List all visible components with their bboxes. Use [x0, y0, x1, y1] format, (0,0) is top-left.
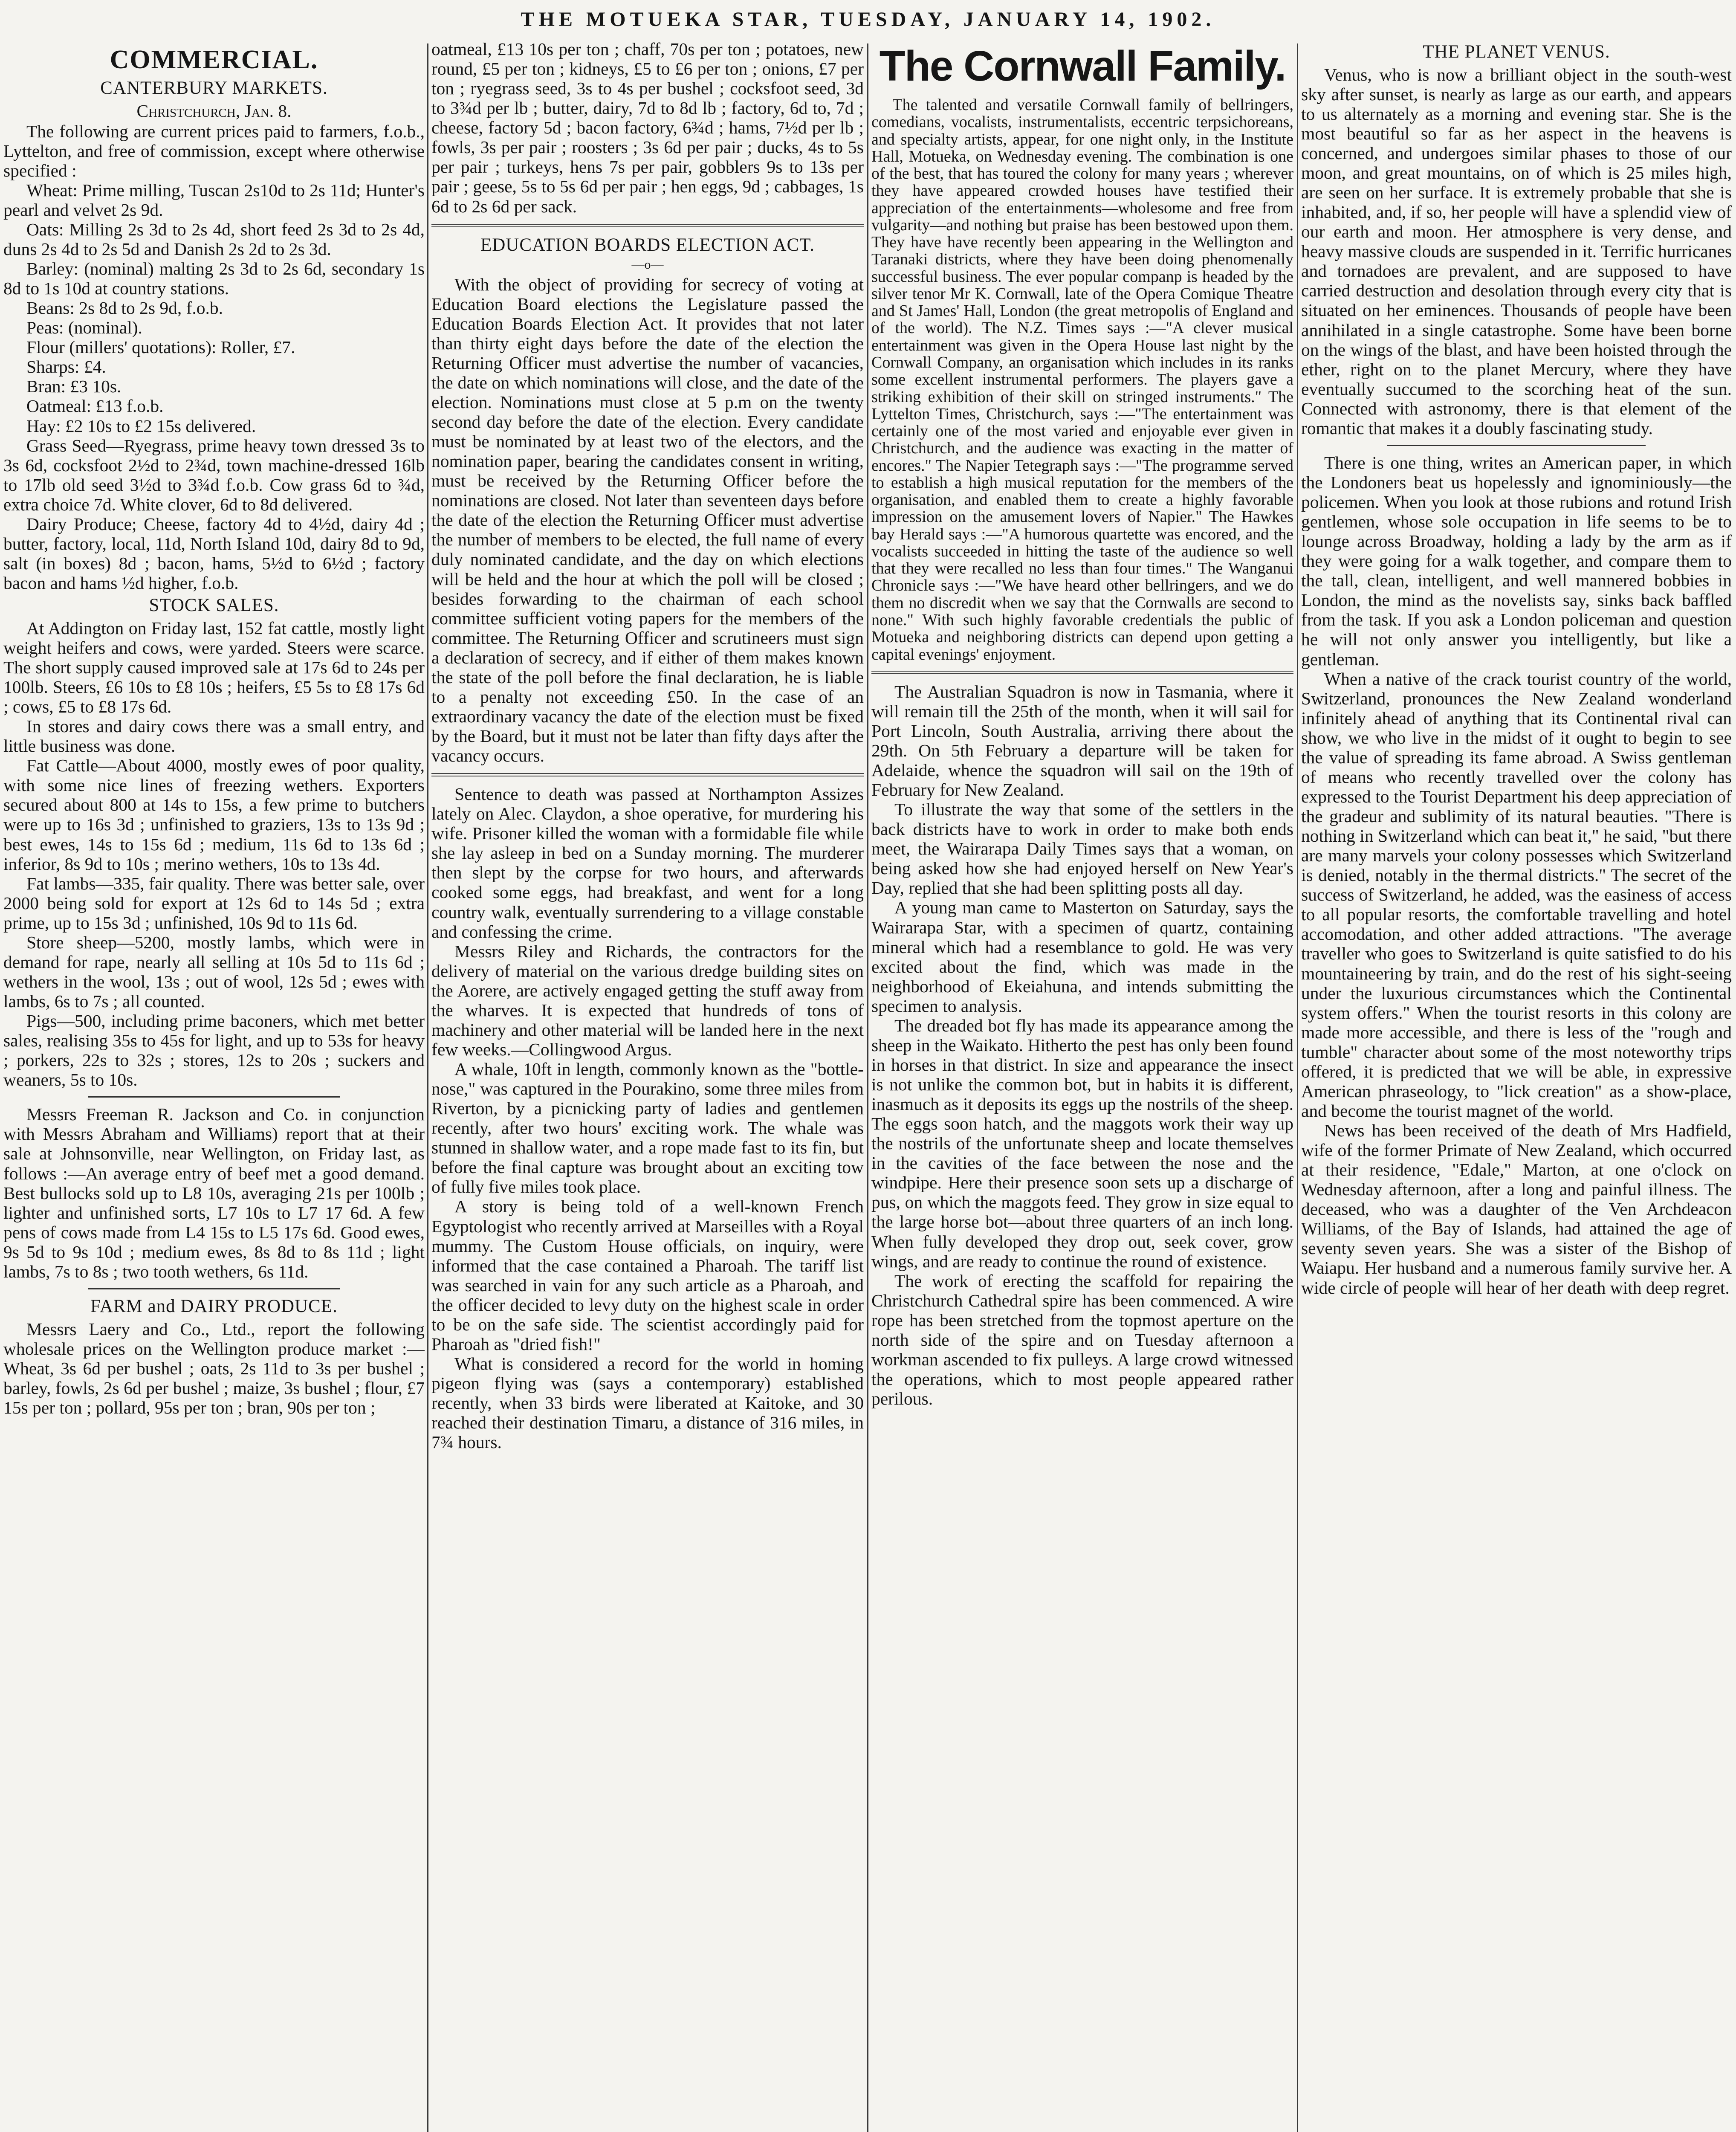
- column-two: [431, 39, 864, 2132]
- divider: [431, 224, 864, 227]
- paragraph: Grass Seed—Ryegrass, prime heavy town dressed 3s to 3s 6d, cocksfoot 2½d to 2¾d, town machine-dressed 16lb to 17lb old seed 3½d to 3¾d f.o.b. Cow grass 6d to ¾d, extra choice 7d. White clover, 6d to 8d delivered.: [3, 435, 425, 514]
- masthead: THE MOTUEKA STAR, TUESDAY, JANUARY 14, 1902.: [521, 8, 1215, 31]
- column-four: [1301, 39, 1732, 2132]
- divider: [88, 1288, 341, 1289]
- paragraph: The work of erecting the scaffold for repairing the Christchurch Cathedral spire has been commenced. A wire rope has been stretched from the topmost aperture on the north side of the spire and on Tuesday afternoon a workman ascended to fix pulleys. A large crowd witnessed the operations, which to most people appeared rather perilous.: [871, 1271, 1293, 1409]
- paragraph: Oatmeal: £13 f.o.b.: [26, 396, 164, 416]
- paragraph: The following are current prices paid to farmers, f.o.b., Lyttelton, and free of commission, except where otherwise specified :: [3, 121, 425, 180]
- news-briefs: [871, 682, 1293, 1408]
- divider: [431, 773, 864, 776]
- stock-sales: [3, 618, 425, 1090]
- section-heading-commercial: COMMERCIAL.: [110, 45, 318, 74]
- subheading-farm-dairy: FARM and DAIRY PRODUCE.: [90, 1296, 338, 1316]
- paragraph: At Addington on Friday last, 152 fat cattle, mostly light weight heifers and cows, were yarded. Steers were scarce. The short supply caused improved sale at 17s 6d to 24s per 100lb. Steers, £6 10s to £8 10s ; heifers, £5 5s to £8 17s 6d ; cows, £5 to £8 17s 6d.: [3, 618, 425, 717]
- paragraph: A whale, 10ft in length, commonly known as the "bottle-nose," was captured in the Pourakino, some three miles from Riverton, by a picnicking party of ladies and gentlemen recently, after two hours' exciting work. The whale was stunned in shallow water, and a rope made fast to its fin, but before the final capture was brought about an exciting tow of fully five miles took place.: [431, 1059, 864, 1197]
- paragraph: Fat Cattle—About 4000, mostly ewes of poor quality, with some nice lines of freezing wethers. Exporters secured about 800 at 14s to 15s, a few prime to butchers were up to 16s 3d ; unfinished to graziers, 13s to 13s 9d ; best ewes, 14s to 15s 6d ; medium, 11s 6d to 13s 6d ; inferior, 8s 9d to 10s ; merino wethers, 10s to 13s 4d.: [3, 756, 425, 874]
- paragraph: Wheat: Prime milling, Tuscan 2s10d to 2s 11d; Hunter's pearl and velvet 2s 9d.: [3, 180, 425, 220]
- paragraph: Messrs Riley and Richards, the contractors for the delivery of material on the various dredge building sites on the Aorere, are actively engaged getting the stuff away from the wharves. It is expected that hundreds of tons of machinery and other material will be landed here in the next few weeks.—Collingwood Argus.: [431, 941, 864, 1059]
- paragraph: To illustrate the way that some of the settlers in the back districts have to work in order to make both ends meet, the Wairarapa Daily Times says that a woman, on being asked how she had enjoyed herself on New Year's Day, replied that she had been splitting posts all day.: [871, 800, 1293, 898]
- paragraph: With the object of providing for secrecy of voting at Education Board elections the Legislature passed the Education Boards Election Act. It provides that not later than thirty eight days before the date of the election the Returning Officer must advertise the number of vacancies, the date on which nominations will close, and the date of the election. Nominations must close at 5 p.m on the twenty second day before the date of the election. Every candidate must be nominated by at least two of the electors, and the nomination paper, bearing the candidates consent in writing, must be received by the Returning Officer before the nominations are closed. Not later than seventeen days before the date of the election the Returning Officer must advertise the number of members to be elected, the full name of every duly nominated candidate, and the day on which elections will be held and the hour at which the poll will be closed ; besides forwarding to the chairman of each school committee sufficient voting papers for the members of the committee. The Returning Officer and scrutineers must sign a declaration of secrecy, and if either of them makes known the state of the poll before the final declaration, he is liable to a penalty not exceeding £50. In the case of an extraordinary vacancy the date of the election must be fixed by the Board, but it must not be later than fifty days after the vacancy occurs.: [431, 274, 864, 766]
- paragraph: Beans: 2s 8d to 2s 9d, f.o.b.: [26, 298, 223, 318]
- subheading-canterbury-markets: CANTERBURY MARKETS.: [100, 78, 328, 98]
- paragraph: Dairy Produce; Cheese, factory 4d to 4½d, dairy 4d ; butter, factory, local, 11d, North Island 10d, dairy 8d to 9d, salt (in boxes) 8d ; bacon, hams, 5½d to 6½d ; factory bacon and hams ½d higher, f.o.b.: [3, 514, 425, 593]
- divider: [871, 671, 1293, 674]
- market-prices: [3, 122, 425, 593]
- paragraph: Sentence to death was passed at Northampton Assizes lately on Alec. Claydon, a shoe operative, for murdering his wife. Prisoner killed the woman with a formidable file while she lay asleep in bed on a Sunday morning. The murderer then slept by the corpse for two hours, and afterwards cooked some eggs, had breakfast, and went for a long country walk, eventually surrendering to a village constable and confessing the crime.: [431, 784, 864, 941]
- paragraph: Pigs—500, including prime baconers, which met better sales, realising 35s to 45s for light, and up to 53s for heavy ; porkers, 22s to 32s ; stores, 12s to 20s ; suckers and weaners, 5s to 10s.: [3, 1011, 425, 1090]
- column-rule: [867, 43, 868, 2132]
- column-commercial: [3, 39, 425, 2132]
- column-rule: [1297, 43, 1298, 2132]
- paragraph: What is considered a record for the world in homing pigeon flying was (says a contemporary) established recently, when 33 birds were liberated at Kaitoke, and 30 reached their destination Timaru, a distance of 316 miles, in 7¾ hours.: [431, 1353, 864, 1452]
- divider: [1387, 445, 1646, 446]
- paragraph: The dreaded bot fly has made its appearance among the sheep in the Waikato. Hitherto the pest has only been found in horses in that district. In size and appearance the insect is not unlike the common bot, but in habits it is different, inasmuch as it deposits its eggs up the nostrils of the sheep. The eggs soon hatch, and the maggots work their way up the nostrils of the unfortunate sheep and locate themselves in the cavities of the face between the nose and the windpipe. Here their presence soon sets up a discharge of pus, on which the maggots feed. They grow in size equal to the large horse bot—about three quarters of an inch long. When fully developed they drop out, seek cover, grow wings, and are ready to continue the round of existence.: [871, 1015, 1293, 1271]
- paragraph: Oats: Milling 2s 3d to 2s 4d, short feed 2s 3d to 2s 4d, duns 2s 4d to 2s 5d and Danish 2s 2d to 2s 3d.: [3, 219, 425, 259]
- dateline: Christchurch, Jan. 8.: [136, 101, 292, 121]
- column-three: [871, 39, 1293, 2132]
- paragraph: Messrs Freeman R. Jackson and Co. in conjunction with Messrs Abraham and Williams) report that at their sale at Johnsonville, near Wellington, on Friday last, as follows :—An average entry of beef met a good demand. Best bullocks sold up to L8 10s, averaging 21s per 100lb ; lighter and unfinished sorts, L7 10s to L7 17 6d. A few pens of cows made from L4 15s to L5 17s 6d. Good ewes, 9s 5d to 9s 10d ; medium ewes, 8s 8d to 8s 11d ; light lambs, 7s to 8s ; two tooth wethers, 6s 11d.: [3, 1104, 425, 1281]
- heading-education-boards: EDUCATION BOARDS ELECTION ACT.: [480, 235, 815, 255]
- paragraph: Store sheep—5200, mostly lambs, which were in demand for rape, nearly all selling at 10s 5d to 11s 6d ; wethers in the wool, 13s ; out of wool, 12s 5d ; ewes with lambs, 6s to 7s ; all counted.: [3, 932, 425, 1011]
- paragraph: When a native of the crack tourist country of the world, Switzerland, pronounces the New Zealand wonderland infinitely ahead of anything that its Continental rival can show, we who live in the midst of it ought to begin to see the value of spreading its fame abroad. A Swiss gentleman of means who recently travelled over the colony has expressed to the Tourist Department his deep appreciation of the gradeur and sublimity of its natural beauties. "There is nothing in Switzerland which can beat it," he said, "but there are many marvels your colony possesses which Switzerland is denied, notably in the thermal districts." The secret of the success of Switzerland, he added, was the easiness of access to all popular resorts, the comfortable travelling and hotel accomodation, and other added attractions. "The average traveller who goes to Switzerland is quite satisfied to do his mountaineering by train, and do the rest of his sight-seeing under the luxurious circumstances which the Continental system offers." When the tourist resorts in this colony are made more accessible, and there is less of the "rough and tumble" character about some of the most noteworthy trips offered, it is predicted that we will be able, in expressive American phraseology, to "lick creation" as a show-place, and become the tourist magnet of the world.: [1301, 669, 1732, 1121]
- paragraph: Sharps: £4.: [26, 357, 106, 377]
- divider: [88, 1096, 341, 1098]
- column-rule: [427, 43, 428, 2132]
- paragraph: The Australian Squadron is now in Tasmania, where it will remain till the 25th of the month, when it will sail for Port Lincoln, South Australia, arriving there about the 29th. On 5th February a departure will be taken for Adelaide, whence the squadron will sail on the 19th of February for New Zealand.: [871, 681, 1293, 800]
- paragraph: Bran: £3 10s.: [26, 377, 122, 397]
- paragraph: A story is being told of a well-known French Egyptologist who recently arrived at Marseilles with a Royal mummy. The Custom House officials, on inquiry, were informed that the case contained a Pharoah. The tariff list was searched in vain for any such article as a Pharoah, and the officer decided to levy duty on the highest scale in order to be on the safe side. The scientist accordingly paid for Pharoah as "dried fish!": [431, 1196, 864, 1354]
- headline-cornwall-family: The Cornwall Family.: [879, 42, 1286, 90]
- heading-planet-venus: THE PLANET VENUS.: [1423, 42, 1610, 62]
- paragraph: Fat lambs—335, fair quality. There was better sale, over 2000 being sold for export at 12s 6d to 14s 5d ; extra prime, up to 15s 3d ; unfinished, 10s 9d to 11s 6d.: [3, 873, 425, 933]
- subheading-stock-sales: STOCK SALES.: [149, 595, 279, 616]
- paragraph: There is one thing, writes an American paper, in which the Londoners beat us hopelessly and ignominiously—the policemen. When you look at those rubions and rotund Irish gentlemen, whose sole occupation in life seems to be to lounge across Broadway, holding a lady by the arm as if they were going for a walk together, and compare them to the tall, clean, intelligent, and well mannered bobbies in London, the mind as the novelists say, sinks back baffled from the task. If you ask a London policeman and question he will not only answer you intelligently, but like a gentleman.: [1301, 452, 1732, 669]
- paragraph: News has been received of the death of Mrs Hadfield, wife of the former Primate of New Zealand, which occurred at their residence, "Edale," Marton, at one o'clock on Wednesday afternoon, after a long and painful illness. The deceased, who was a daughter of the Ven Archdeacon Williams, of the Bay of Islands, had attained the age of seventy seven years. She was a sister of the Bishop of Waiapu. Her husband and a numerous family survive her. A wide circle of people will hear of her death with deep regret.: [1301, 1121, 1732, 1298]
- paragraph: In stores and dairy cows there was a small entry, and little business was done.: [3, 716, 425, 756]
- paragraph: Peas: (nominal).: [26, 318, 142, 338]
- paragraph: Barley: (nominal) malting 2s 3d to 2s 6d, secondary 1s 8d to 1s 10d at country stations.: [3, 259, 425, 298]
- ornament: —o—: [631, 258, 664, 272]
- paragraph: oatmeal, £13 10s per ton ; chaff, 70s per ton ; potatoes, new round, £5 per ton ; kidneys, £5 to £6 per ton ; onions, £7 per ton ; ryegrass seed, 3s to 4s per bushel ; cocksfoot seed, 3d to 3¾d per lb ; butter, dairy, 7d to 8d lb ; factory, 6d to, 7d ; cheese, factory 5d ; bacon factory, 6¾d ; hams, 7½d per lb ; fowls, 3s per pair ; roosters ; 3s 6d per pair ; ducks, 4s to 5s per pair ; turkeys, hens 7s per pair, gobblers 9s to 13s per pair ; geese, 5s to 5s 6d per pair ; hen eggs, 9d ; cabbages, 1s 6d to 2s 6d per sack.: [431, 39, 864, 216]
- columns: [0, 39, 1736, 2132]
- paragraph: Messrs Laery and Co., Ltd., report the following wholesale prices on the Wellington produce market :—Wheat, 3s 6d per bushel ; oats, 2s 11d to 3s per bushel ; barley, fowls, 2s 6d per bushel ; maize, 3s bushel ; flour, £7 15s per ton ; pollard, 95s per ton ; bran, 90s per ton ;: [3, 1319, 425, 1417]
- paragraph: Flour (millers' quotations): Roller, £7.: [26, 337, 295, 357]
- paragraph: Venus, who is now a brilliant object in the south-west sky after sunset, is nearly as large as our earth, and appears to us alternately as a morning and evening star. She is the most beautiful so far as her aspect in the heavens is concerned, and undergoes similar phases to those of our moon, and great mountains, on of which is 25 miles high, are seen on her surface. It is extremely probable that she is inhabited, and, if so, her people will have a splendid view of our earth and moon. Her atmosphere is very dense, and heavy massive clouds are suspended in it. Terrific hurricanes and tornadoes are prevalent, and are supposed to have carried destruction and desolation through every city that is situated on her eminences. Thousands of people have been annihilated in a single catastrophe. Some have been borne on the wings of the blast, and have been hoisted through the ether, right on to the planet Mercury, where they have eventually succumed to the scorching heat of the sun. Connected with astronomy, there is that element of the romantic that makes it a doubly fascinating study.: [1301, 64, 1732, 438]
- paragraph: The talented and versatile Cornwall family of bellringers, comedians, vocalists, instrumentalists, eccentric terpsichoreans, and specialty artists, appear, for one night only, in the Institute Hall, Motueka, on Wednesday evening. The combination is one of the best, that has toured the colony for many years ; wherever they have appeared crowded houses have testified their appreciation of the entertainments—wholesome and free from vulgarity—and nothing but praise has been bestowed upon them. They have have recently been appearing in the Wellington and Taranaki districts, where they have been doing phenomenally successful business. The ever popular companp is headed by the silver tenor Mr K. Cornwall, late of the Opera Comique Theatre and St James' Hall, London (the great metropolis of England and of the world). The N.Z. Times says :—"A clever musical entertainment was given in the Opera House last night by the Cornwall Company, an organisation which includes in its ranks some excellent instrumental performers. The players gave a striking exhibition of their skill on stringed instruments." The Lyttelton Times, Christchurch, says :—"The entertainment was certainly one of the most varied and enjoyable ever given in Christchurch, and the audience was exacting in the matter of encores." The Napier Tetegraph says :—"The programme served to establish a high musical reputation for the members of the organisation, and enabled them to create a highly favorable impression on the amusement lovers of Napier." The Hawkes bay Herald says :—"A humorous quartette was encored, and the vocalists succeeded in hitting the taste of the audience so well that they were recalled no less than four times." The Wanganui Chronicle says :—"We have heard other bellringers, and we do them no discredit when we say that the Cornwalls are second to none." With such highly favorable credentials the public of Motueka and neighboring districts can depend upon getting a capital evenings' enjoyment.: [871, 96, 1293, 663]
- paragraph: Hay: £2 10s to £2 15s delivered.: [26, 416, 256, 436]
- paragraph: A young man came to Masterton on Saturday, says the Wairarapa Star, with a specimen of quartz, containing mineral which had a resemblance to gold. He was very excited about the find, which was made in the neighborhood of Ekeiahuna, and intends submitting the specimen to analysis.: [871, 898, 1293, 1016]
